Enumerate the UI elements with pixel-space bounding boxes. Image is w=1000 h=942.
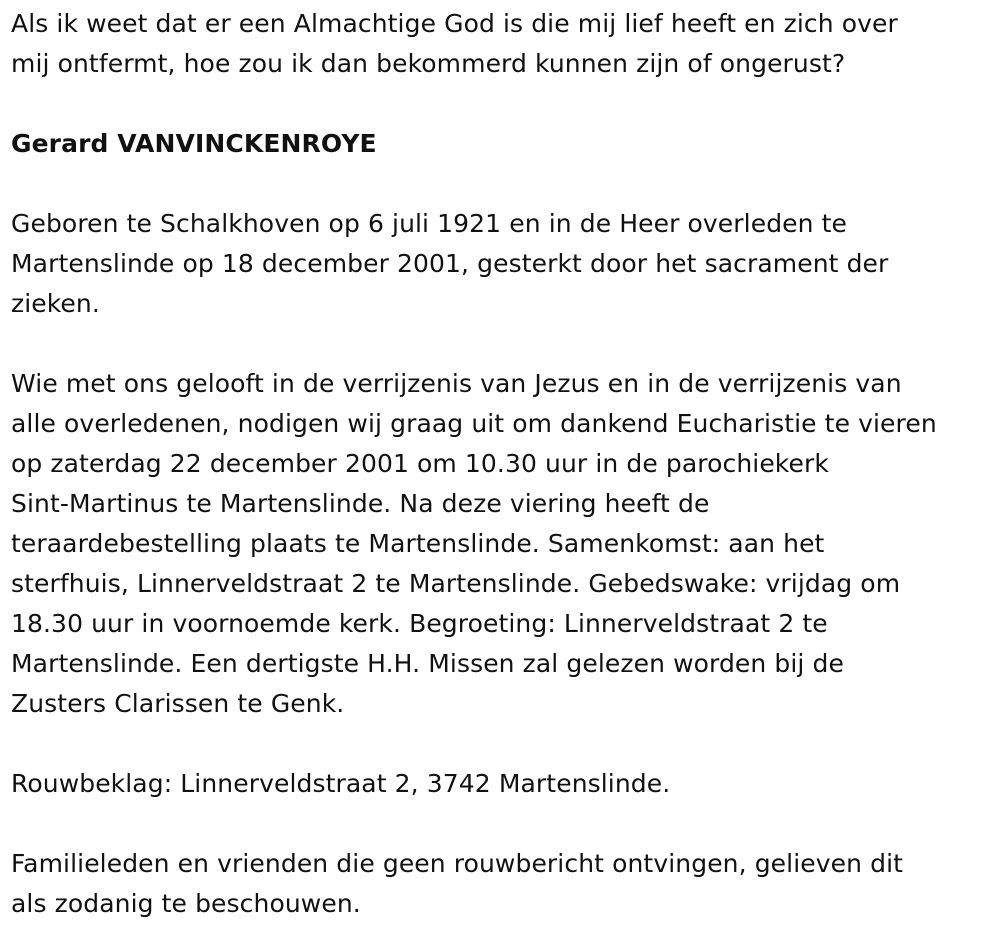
deceased-name: Gerard VANVINCKENROYE: [11, 129, 377, 158]
birth-death-paragraph: Geboren te Schalkhoven op 6 juli 1921 en in de Heer overleden te Martenslinde op 18 december 2001, gesterkt door het sacrament der zieken.: [11, 209, 889, 318]
condolence-address: Rouwbeklag: Linnerveldstraat 2, 3742 Martenslinde.: [11, 769, 671, 798]
opening-quote: Als ik weet dat er een Almachtige God is die mij lief heeft en zich over mij ontfermt, hoe zou ik dan bekommerd kunnen zijn of ongerust?: [11, 9, 898, 78]
obituary-document: [11, 4, 996, 924]
funeral-invitation-paragraph: Wie met ons gelooft in de verrijzenis van Jezus en in de verrijzenis van alle overledenen, nodigen wij graag uit om dankend Eucharistie te vieren op zaterdag 22 december 2001 om 10.30 uur in de parochiekerk Sint-Martinus te Martenslinde. Na deze viering heeft de teraardebestelling plaats te Martenslinde. Samenkomst: aan het sterfhuis, Linnerveldstraat 2 te Martenslinde. Gebedswake: vrijdag om 18.30 uur in voornoemde kerk. Begroeting: Linnerveldstraat 2 te Martenslinde. Een dertigste H.H. Missen zal gelezen worden bij de Zusters Clarissen te Genk.: [11, 369, 937, 718]
closing-note: Familieleden en vrienden die geen rouwbericht ontvingen, gelieven dit als zodanig te beschouwen.: [11, 849, 904, 918]
